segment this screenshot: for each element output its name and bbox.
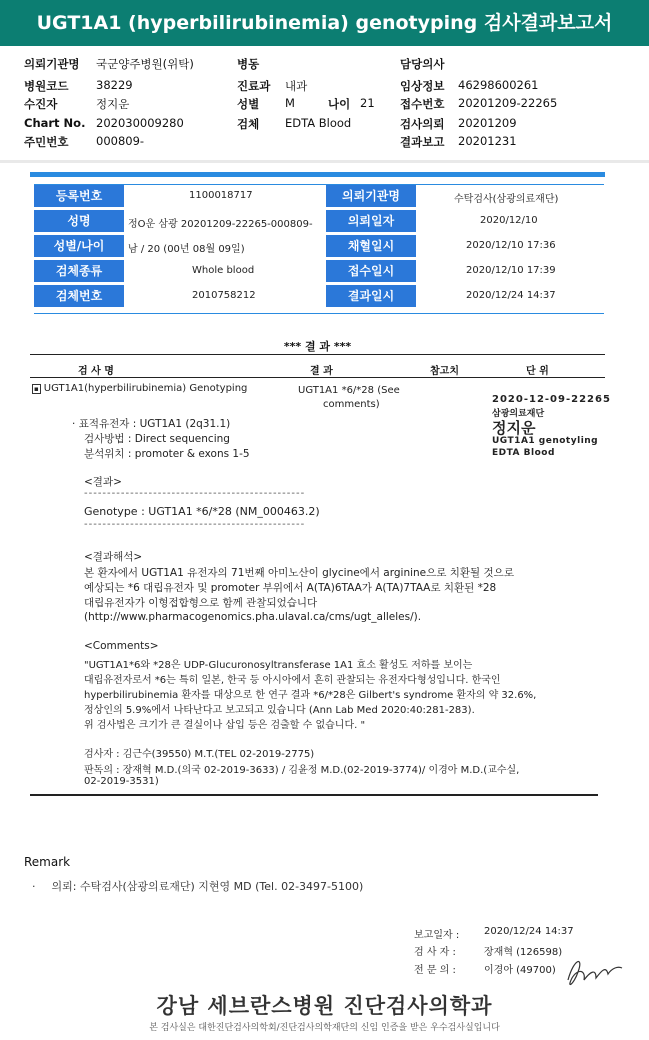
info-value: M — [285, 96, 295, 110]
info-value: 46298600261 — [458, 78, 539, 92]
hospital-name: 강남 세브란스병원 진단검사의학과 — [156, 994, 493, 1018]
signoff-value: 장재혁 (126598) — [484, 947, 563, 958]
info-value: 20201209 — [458, 116, 517, 130]
stamp-test: UGT1A1 genotyling — [492, 436, 599, 446]
info-value: 정지운 — [96, 97, 130, 111]
result-value: UGT1A1 *6/*28 (See — [298, 385, 400, 396]
method-line — [72, 416, 230, 431]
staff-line: 판독의 : 장재혁 M.D.(의국 02-2019-3633) / 김윤정 M.D.(02-2019-3774)/ 이경아 M.D.(교수실, — [84, 765, 520, 776]
value-request-date: 2020/12/10 — [480, 215, 538, 226]
info-value: 21 — [360, 96, 375, 110]
info-label: 나이 — [328, 97, 351, 111]
value-name: 정O운 삼광 20201209-22265-000809- — [128, 219, 313, 230]
col-result: 결 과 — [310, 366, 333, 377]
label-request-date: 의뢰일자 — [326, 210, 416, 232]
info-label: 담당의사 — [400, 57, 445, 71]
info-value: 38229 — [96, 78, 133, 92]
comment-line: 정상인의 5.9%에서 나타난다고 보고되고 있습니다 (Ann Lab Med 2020:40:281-283). — [84, 705, 475, 716]
interpretation-line: (http://www.pharmacogenomics.pha.ulaval.ca/cms/ugt_alleles/). — [84, 611, 422, 623]
info-value: EDTA Blood — [285, 116, 352, 130]
value-result-time: 2020/12/24 14:37 — [466, 290, 556, 301]
label-collection-time: 채혈일시 — [326, 235, 416, 257]
comment-line: "UGT1A1*6와 *28은 UDP-Glucuronosyltransferase 1A1 효소 활성도 저하를 보이는 — [84, 660, 473, 671]
info-value: 내과 — [285, 79, 308, 93]
interpretation-line: 본 환자에서 UGT1A1 유전자의 71번째 아미노산이 glycine에서 arginine으로 치환될 것으로 — [84, 567, 514, 579]
info-label: 성별 — [237, 97, 260, 111]
value-specimen-no: 2010758212 — [192, 290, 256, 301]
genotype: Genotype : UGT1A1 *6/*28 (NM_000463.2) — [84, 505, 320, 518]
checkbox-icon: ▪ — [34, 385, 39, 393]
info-label: 수진자 — [24, 97, 58, 111]
target-gene: 표적유전자 : UGT1A1 (2q31.1) — [78, 418, 231, 430]
label-specimen-type: 검체종류 — [34, 260, 124, 282]
remark-line — [32, 878, 363, 894]
info-label: 의뢰기관명 — [24, 57, 80, 71]
info-value: 202030009280 — [96, 116, 184, 130]
interpretation-line: 예상되는 *6 대립유전자 및 promoter 부위에서 A(TA)6TAA가 A(TA)7TAA로 치환된 *28 — [84, 582, 497, 594]
info-label: 임상정보 — [400, 79, 445, 93]
comments-header: <Comments> — [84, 640, 159, 652]
value-client: 수탁검사(삼광의료재단) — [454, 194, 559, 205]
table-rule-header — [30, 377, 605, 378]
info-value: 20201209-22265 — [458, 96, 558, 110]
info-label: 병원코드 — [24, 79, 69, 93]
signature-icon — [560, 950, 626, 992]
test-name: UGT1A1(hyperbilirubinemia) Genotyping — [43, 383, 248, 394]
remark-text: 의뢰: 수탁검사(삼광의료재단) 지현영 MD (Tel. 02-3497-5100) — [51, 880, 364, 893]
info-value: 국군양주병원(위탁) — [96, 57, 194, 71]
col-unit: 단 위 — [526, 366, 549, 377]
staff-line: 02-2019-3531) — [84, 776, 159, 787]
label-sex-age: 성별/나이 — [34, 235, 124, 257]
col-test-name: 검 사 명 — [78, 366, 114, 377]
signoff-label: 보고일자 : — [414, 930, 460, 941]
remark-title: Remark — [24, 855, 71, 869]
label-registration-no: 등록번호 — [34, 185, 124, 207]
report-top-bar — [30, 172, 605, 177]
info-label: 진료과 — [237, 79, 271, 93]
bullet: · — [32, 880, 36, 893]
dashed-rule: ------------------------------------------------ — [84, 488, 306, 499]
divider — [0, 160, 649, 163]
info-label: 결과보고 — [400, 135, 445, 149]
label-name: 성명 — [34, 210, 124, 232]
table-rule-top — [30, 354, 605, 355]
comment-line: hyperbilirubinemia 환자를 대상으로 한 연구 결과 *6/*28은 Gilbert's syndrome 환자의 약 32.6%, — [84, 690, 537, 701]
stamp-name: 정지운 — [492, 419, 536, 437]
info-label: 주민번호 — [24, 135, 69, 149]
signoff-value: 이경아 (49700) — [484, 965, 556, 976]
label-result-time: 결과일시 — [326, 285, 416, 307]
signoff-value: 2020/12/24 14:37 — [484, 926, 574, 937]
report-title-banner — [0, 0, 649, 46]
info-label: 병동 — [237, 57, 260, 71]
stamp-org: 삼광의료재단 — [492, 409, 545, 419]
comment-line: 위 검사법은 크기가 큰 결실이나 삽입 등은 검출할 수 없습니다. " — [84, 720, 366, 731]
footer-note: 본 검사실은 대한진단검사의학회/진단검사의학재단의 신임 인증을 받은 우수검사실입니다 — [149, 1023, 500, 1033]
table-rule-bottom — [30, 794, 598, 796]
signoff-label: 전 문 의 : — [414, 965, 456, 976]
interpretation-header: <결과해석> — [84, 551, 143, 563]
value-specimen-type: Whole blood — [192, 265, 255, 276]
value-collection-time: 2020/12/10 17:36 — [466, 240, 556, 251]
label-receipt-time: 접수일시 — [326, 260, 416, 282]
method-line: 분석위치 : promoter & exons 1-5 — [84, 448, 250, 460]
bullet: · — [72, 418, 79, 430]
results-title: *** 결 과 *** — [283, 340, 352, 353]
signoff-label: 검 사 자 : — [414, 947, 456, 958]
stamp-code: 2020-12-09-22265 — [492, 394, 611, 405]
label-specimen-no: 검체번호 — [34, 285, 124, 307]
dashed-rule: ------------------------------------------------ — [84, 519, 306, 530]
staff-line: 검사자 : 김근수(39550) M.T.(TEL 02-2019-2775) — [84, 749, 315, 760]
value-receipt-time: 2020/12/10 17:39 — [466, 265, 556, 276]
result-value-cont: comments) — [323, 399, 380, 410]
info-value: 000809- — [96, 134, 145, 148]
scanned-report — [30, 172, 611, 800]
stamp-specimen: EDTA Blood — [492, 448, 555, 458]
report-info-box — [34, 184, 604, 314]
test-name-row — [32, 383, 247, 394]
label-client: 의뢰기관명 — [326, 185, 416, 207]
value-sex-age: 남 / 20 (00년 08월 09일) — [128, 244, 245, 255]
col-reference: 참고치 — [430, 366, 459, 377]
info-label: 검사의뢰 — [400, 117, 445, 131]
value-registration-no: 1100018717 — [189, 190, 253, 201]
result-header: <결과> — [84, 476, 122, 488]
report-title: UGT1A1 (hyperbilirubinemia) genotyping 검사결과보고서 — [36, 12, 613, 34]
method-line: 검사방법 : Direct sequencing — [84, 433, 230, 445]
info-label: Chart No. — [24, 116, 86, 130]
comment-line: 대립유전자로서 *6는 특히 일본, 한국 등 아시아에서 흔히 관찰되는 유전자다형성입니다. 한국인 — [84, 675, 501, 686]
info-label: 검체 — [237, 117, 260, 131]
info-value: 20201231 — [458, 134, 517, 148]
info-label: 접수번호 — [400, 97, 445, 111]
interpretation-line: 대립유전자가 이형접합형으로 함께 관찰되었습니다 — [84, 597, 318, 609]
